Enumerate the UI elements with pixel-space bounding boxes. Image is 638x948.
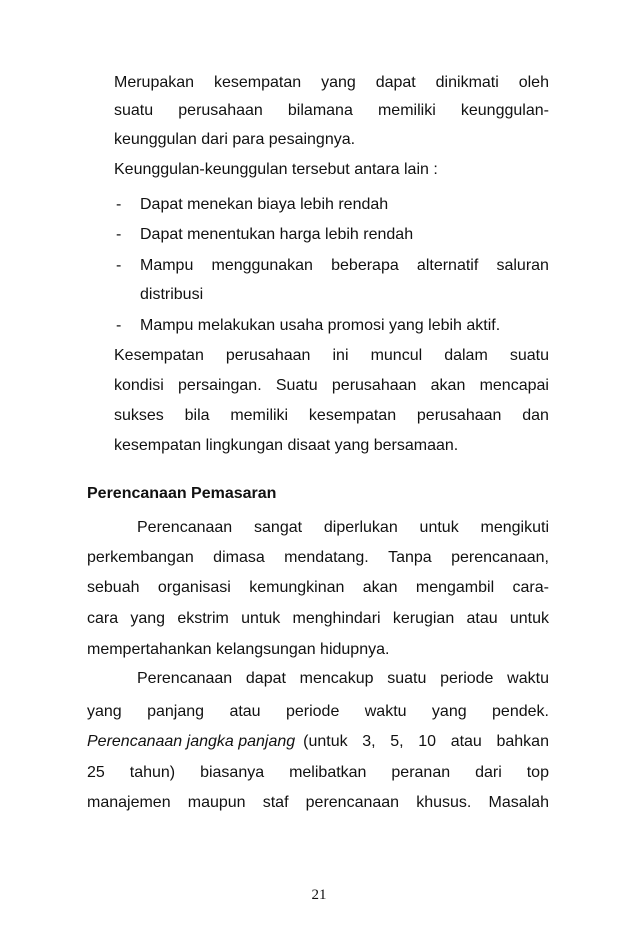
- word: tahun): [129, 764, 176, 781]
- word: panjang: [147, 703, 205, 720]
- word: persaingan.: [178, 377, 262, 394]
- word: kemungkinan: [249, 579, 345, 596]
- planning-p1-line-4: [87, 609, 549, 629]
- word: periode: [440, 670, 494, 687]
- planning-p1-line-2: [87, 548, 549, 568]
- italic-term: Perencanaan jangka panjang: [87, 733, 296, 750]
- word: Mampu: [140, 257, 194, 274]
- word: diperlukan: [323, 519, 398, 536]
- word: kondisi: [114, 377, 164, 394]
- word: kesempatan: [213, 74, 302, 91]
- planning-p2-line-1: [137, 669, 549, 689]
- list-dash: -: [116, 196, 122, 213]
- word: dapat: [375, 74, 416, 91]
- word: waktu: [364, 703, 407, 720]
- word: 10: [418, 733, 437, 750]
- planning-p2-line-4: [87, 763, 549, 783]
- word: (untuk: [303, 733, 348, 750]
- word: atau: [466, 610, 498, 627]
- word: suatu: [387, 670, 427, 687]
- word: cara-: [512, 579, 549, 596]
- word: akan: [430, 377, 466, 394]
- word: perkembangan: [87, 549, 194, 566]
- word: maupun: [187, 794, 246, 811]
- word: peranan: [391, 764, 451, 781]
- list-item: [140, 256, 549, 276]
- word: memiliki: [377, 102, 436, 119]
- word: top: [526, 764, 549, 781]
- word: akan: [362, 579, 398, 596]
- word: suatu: [114, 102, 154, 119]
- word: untuk: [419, 519, 459, 536]
- word: untuk: [509, 610, 549, 627]
- word: kerugian: [392, 610, 455, 627]
- word: manajemen: [87, 794, 171, 811]
- word: mengambil: [415, 579, 495, 596]
- advantages-intro: Keunggulan-keunggulan tersebut antara lain :: [114, 161, 438, 178]
- word: perusahaan: [225, 347, 311, 364]
- word: waktu: [507, 670, 549, 687]
- list-item: Dapat menekan biaya lebih rendah: [140, 196, 389, 213]
- word: sukses: [114, 407, 164, 424]
- word: dan: [522, 407, 549, 424]
- page-number: 21: [311, 887, 327, 903]
- word: dapat: [245, 670, 286, 687]
- word: khusus.: [416, 794, 472, 811]
- word: yang: [87, 703, 122, 720]
- word: Merupakan: [114, 74, 195, 91]
- word: Masalah: [488, 794, 549, 811]
- word: organisasi: [157, 579, 231, 596]
- word: perusahaan: [416, 407, 502, 424]
- word: yang: [321, 74, 356, 91]
- planning-p1-line-1: [137, 518, 549, 538]
- planning-p1-line-5: mempertahankan kelangsungan hidupnya.: [87, 641, 390, 658]
- planning-p2-line-3-rest: [303, 732, 549, 752]
- word: atau: [450, 733, 482, 750]
- list-dash: -: [116, 226, 122, 243]
- word: dimasa: [213, 549, 265, 566]
- opportunity-line-3: [114, 406, 549, 426]
- word: mendatang.: [284, 549, 369, 566]
- word: bila: [184, 407, 210, 424]
- word: bilamana: [287, 102, 353, 119]
- section-heading: Perencanaan Pemasaran: [87, 485, 277, 502]
- opportunity-line-4: kesempatan lingkungan disaat yang bersamaan.: [114, 437, 459, 454]
- intro-line-3: keunggulan dari para pesaingnya.: [114, 131, 356, 148]
- word: saluran: [496, 257, 549, 274]
- planning-p2-line-3: [87, 732, 549, 752]
- word: bahkan: [496, 733, 549, 750]
- list-item: Mampu melakukan usaha promosi yang lebih aktif.: [140, 317, 501, 334]
- word: keunggulan-: [460, 102, 549, 119]
- word: perencanaan: [305, 794, 400, 811]
- word: sebuah: [87, 579, 140, 596]
- word: Tanpa: [388, 549, 432, 566]
- word: perusahaan: [331, 377, 417, 394]
- word: ini: [332, 347, 349, 364]
- word: 5,: [390, 733, 404, 750]
- word: Perencanaan: [137, 670, 233, 687]
- word: muncul: [370, 347, 423, 364]
- word: beberapa: [331, 257, 399, 274]
- word: yang: [130, 610, 166, 627]
- word: Perencanaan: [137, 519, 233, 536]
- word: dari: [475, 764, 502, 781]
- word: kesempatan: [308, 407, 397, 424]
- word: dinikmati: [435, 74, 499, 91]
- planning-p2-line-2: [87, 702, 549, 722]
- word: oleh: [518, 74, 549, 91]
- word: mencapai: [479, 377, 549, 394]
- word: untuk: [241, 610, 281, 627]
- intro-line-2: [114, 101, 549, 121]
- word: staf: [262, 794, 289, 811]
- word: sangat: [254, 519, 303, 536]
- word: atau: [229, 703, 261, 720]
- word: cara: [87, 610, 119, 627]
- word: alternatif: [416, 257, 479, 274]
- word: perusahaan: [178, 102, 263, 119]
- word: biasanya: [200, 764, 265, 781]
- list-dash: -: [116, 317, 122, 334]
- list-item-continuation: distribusi: [140, 286, 204, 303]
- word: mencakup: [299, 670, 374, 687]
- word: perencanaan,: [451, 549, 549, 566]
- word: menghindari: [292, 610, 381, 627]
- word: Suatu: [275, 377, 318, 394]
- word: periode: [285, 703, 340, 720]
- planning-p1-line-3: [87, 578, 549, 598]
- word: yang: [431, 703, 467, 720]
- list-item: Dapat menentukan harga lebih rendah: [140, 226, 414, 243]
- list-dash: -: [116, 257, 122, 274]
- planning-p2-line-5: [87, 793, 549, 813]
- word: 25: [87, 764, 105, 781]
- word: suatu: [509, 347, 549, 364]
- word: dalam: [444, 347, 488, 364]
- opportunity-line-1: [114, 346, 549, 366]
- intro-line-1: [114, 73, 549, 93]
- opportunity-line-2: [114, 376, 549, 396]
- word: menggunakan: [211, 257, 313, 274]
- word: memiliki: [230, 407, 289, 424]
- word: ekstrim: [177, 610, 229, 627]
- word: Kesempatan: [114, 347, 204, 364]
- word: mengikuti: [480, 519, 549, 536]
- word: pendek.: [492, 703, 549, 720]
- word: 3,: [362, 733, 376, 750]
- word: melibatkan: [289, 764, 367, 781]
